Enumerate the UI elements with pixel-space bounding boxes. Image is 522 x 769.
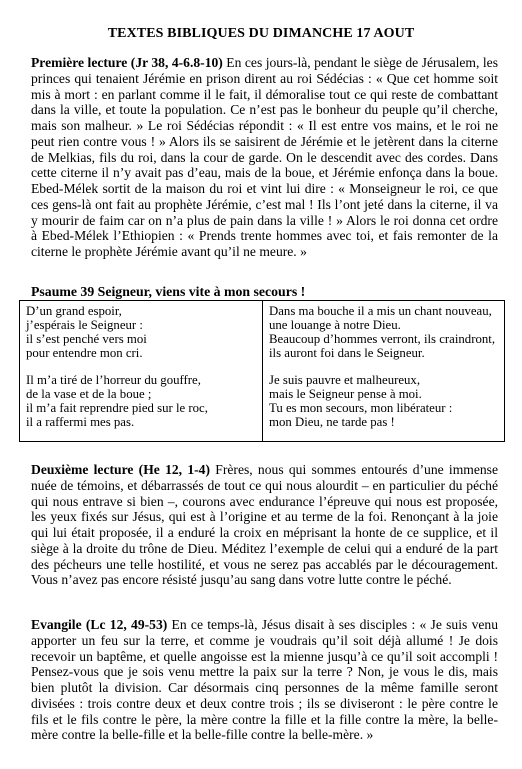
second-reading-heading: Deuxième lecture (He 12, 1-4)	[31, 462, 211, 477]
gospel-heading: Evangile (Lc 12, 49-53)	[31, 617, 168, 632]
psalm-line: ils auront foi dans le Seigneur.	[269, 346, 425, 360]
psalm-line: mon Dieu, ne tarde pas !	[269, 415, 395, 429]
psalm-line: D’un grand espoir,	[26, 304, 122, 318]
first-reading	[31, 55, 498, 260]
gospel-text: En ce temps-là, Jésus disait à ses disciples : « Je suis venu apporter un feu sur la terre, et comme je voudrais qu’il soit déjà allumé ! Je dois recevoir un baptême, et quelle angoisse est la mienne jusqu’à ce qu’il soit accompli ! Pensez-vous que je sois venu mettre la paix sur la terre ? Non, je vous le dis, mais bien plutôt la division. Car désormais cinq personnes de la même famille seront divisées : trois contre deux et deux contre trois ; ils se diviseront : le père contre le fils et le fils contre le père, la mère contre la fille et la fille contre la mère, la belle-mère contre la belle-fille et la belle-fille contre la belle-mère. »	[31, 617, 498, 743]
psalm-line: mais le Seigneur pense à moi.	[269, 387, 422, 401]
psalm-stanza	[269, 373, 500, 429]
psalm-right-column	[262, 301, 504, 441]
page-title: TEXTES BIBLIQUES DU DIMANCHE 17 AOUT	[107, 26, 415, 41]
first-reading-text: En ces jours-là, pendant le siège de Jérusalem, les princes qui tenaient Jérémie en prison dirent au roi Sédécias : « Que cet homme soit mis à mort : en parlant comme il le fait, il démoralise tout ce qui reste de combattant dans la ville, et toute la population. Ce n’est pas le bonheur du peuple qu’il cherche, mais son malheur. » Le roi Sédécias répondit : « Il est entre vos mains, et le roi ne peut rien contre vous ! » Alors ils se saisirent de Jérémie et le jetèrent dans la citerne de Melkias, fils du roi, dans la cour de garde. On le descendit avec des cordes. Dans cette citerne il n’y avait pas d’eau, mais de la boue, et Jérémie enfonça dans la boue. Ebed-Mélek sortit de la maison du roi et vint lui dire : « Monseigneur le roi, ce que ces gens-là ont fait au prophète Jérémie, c’est mal ! Ils l’ont jeté dans la citerne, il va y mourir de faim car on n’a plus de pain dans la ville ! » Alors le roi donna cet ordre à Ebed-Mélek l’Ethiopien : « Prends trente hommes avec toi, et fais remonter de la citerne le prophète Jérémie avant qu’il ne meure. »	[31, 55, 498, 259]
psalm-heading: Psaume 39 Seigneur, viens vite à mon secours !	[31, 284, 306, 299]
psalm-stanza	[269, 304, 500, 360]
psalm-stanza	[26, 304, 258, 360]
psalm-line: il m’a fait reprendre pied sur le roc,	[26, 401, 208, 415]
second-reading	[31, 462, 498, 588]
first-reading-heading: Première lecture (Jr 38, 4-6.8-10)	[31, 55, 223, 70]
psalm-table	[19, 300, 505, 442]
psalm-line: une louange à notre Dieu.	[269, 318, 401, 332]
psalm-line: Dans ma bouche il a mis un chant nouveau,	[269, 304, 492, 318]
psalm-line: il s’est penché vers moi	[26, 332, 147, 346]
psalm-line: Je suis pauvre et malheureux,	[269, 373, 421, 387]
psalm-line: pour entendre mon cri.	[26, 346, 143, 360]
psalm-line: j’espérais le Seigneur :	[26, 318, 143, 332]
second-reading-text: Frères, nous qui sommes entourés d’une immense nuée de témoins, et débarrassés de tout ce qui nous alourdit – en particulier du péché qui nous entrave si bien –, courons avec endurance l’épreuve qui nous est proposée, les yeux fixés sur Jésus, qui est à l’origine et au terme de la foi. Renonçant à la joie qui lui était proposée, il a enduré la croix en méprisant la honte de ce supplice, et il siège à la droite du trône de Dieu. Méditez l’exemple de celui qui a enduré de la part des pécheurs une telle hostilité, et vous ne serez pas accablés par le découragement. Vous n’avez pas encore résisté jusqu’au sang dans votre lutte contre le péché.	[31, 462, 498, 588]
psalm-stanza	[26, 373, 258, 429]
psalm-line: Beaucoup d’hommes verront, ils craindront,	[269, 332, 496, 346]
psalm-left-column	[20, 301, 262, 441]
psalm-line: Il m’a tiré de l’horreur du gouffre,	[26, 373, 201, 387]
psalm-line: il a raffermi mes pas.	[26, 415, 135, 429]
gospel	[31, 617, 498, 743]
psalm-line: Tu es mon secours, mon libérateur :	[269, 401, 453, 415]
psalm-line: de la vase et de la boue ;	[26, 387, 152, 401]
